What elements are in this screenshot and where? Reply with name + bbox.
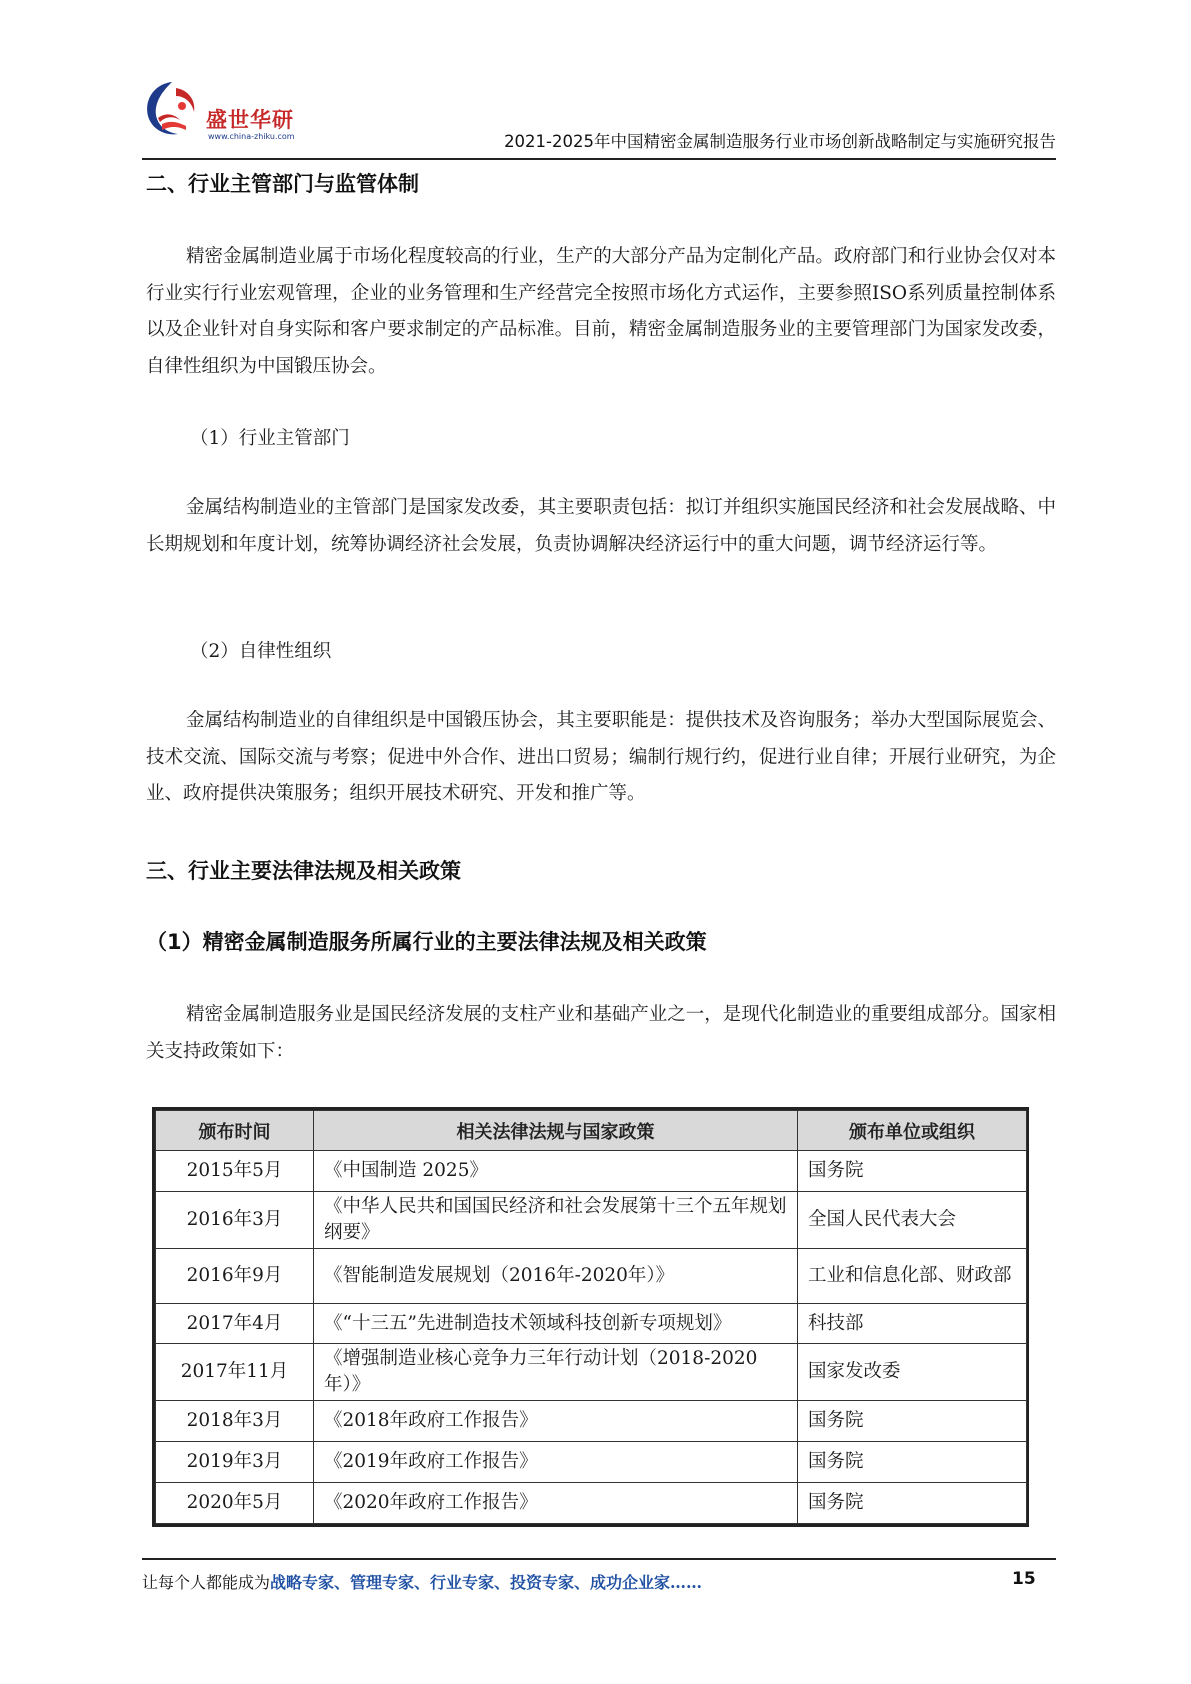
subheading-self-regulatory: （2）自律性组织: [190, 641, 332, 662]
cell-date: 2018年3月: [156, 1401, 314, 1442]
cell-org: 国务院: [798, 1442, 1027, 1483]
table-row: [156, 1442, 1027, 1483]
table-header-row: [156, 1111, 1027, 1151]
section-heading-regulatory: 二、行业主管部门与监管体制: [146, 172, 419, 196]
footer-slogan-prefix: 让每个人都能成为: [142, 1573, 271, 1592]
cell-policy: 《2019年政府工作报告》: [314, 1442, 798, 1483]
cell-policy: 《中国制造 2025》: [314, 1151, 798, 1192]
table-row: [156, 1401, 1027, 1442]
subheading-laws-policies: （1）精密金属制造服务所属行业的主要法律法规及相关政策: [146, 930, 707, 954]
page-number: 15: [1012, 1569, 1036, 1589]
paragraph-authority: 金属结构制造业的主管部门是国家发改委，其主要职责包括：拟订并组织实施国民经济和社会发展战略、中长期规划和年度计划，统筹协调经济社会发展，负责协调解决经济运行中的重大问题，调节经济运行等。: [146, 497, 1056, 555]
cell-date: 2016年3月: [156, 1192, 314, 1249]
cell-date: 2019年3月: [156, 1442, 314, 1483]
logo-emblem-icon: [142, 78, 204, 140]
cell-org: 工业和信息化部、财政部: [798, 1249, 1027, 1304]
logo-url: www.china-zhiku.com: [208, 132, 295, 141]
cell-org: 国务院: [798, 1151, 1027, 1192]
cell-date: 2016年9月: [156, 1249, 314, 1304]
paragraph-self-regulatory: 金属结构制造业的自律组织是中国锻压协会，其主要职能是：提供技术及咨询服务；举办大型国际展览会、技术交流、国际交流与考察；促进中外合作、进出口贸易；编制行规行约，促进行业自律；开展行业研究，为企业、政府提供决策服务；组织开展技术研究、开发和推广等。: [146, 710, 1056, 804]
cell-org: 国务院: [798, 1401, 1027, 1442]
table-row: [156, 1344, 1027, 1401]
table-row: [156, 1483, 1027, 1524]
table-row: [156, 1151, 1027, 1192]
footer-slogan: [142, 1570, 702, 1593]
column-header-date: 颁布时间: [156, 1111, 314, 1151]
paragraph-policies-intro: 精密金属制造服务业是国民经济发展的支柱产业和基础产业之一，是现代化制造业的重要组成部分。国家相关支持政策如下：: [146, 1004, 1056, 1062]
policy-table: [152, 1107, 1029, 1527]
cell-policy: 《增强制造业核心竞争力三年行动计划（2018-2020年）》: [314, 1344, 798, 1401]
table-row: [156, 1249, 1027, 1304]
logo-name: 盛世华研: [206, 108, 294, 132]
column-header-policy: 相关法律法规与国家政策: [314, 1111, 798, 1151]
subheading-authority: （1）行业主管部门: [190, 428, 350, 449]
cell-policy: 《智能制造发展规划（2016年-2020年）》: [314, 1249, 798, 1304]
header-divider: [142, 158, 1056, 160]
cell-policy: 《2020年政府工作报告》: [314, 1483, 798, 1524]
cell-date: 2017年11月: [156, 1344, 314, 1401]
footer-divider: [142, 1558, 1056, 1560]
cell-policy: 《2018年政府工作报告》: [314, 1401, 798, 1442]
report-title: 2021-2025年中国精密金属制造服务行业市场创新战略制定与实施研究报告: [504, 132, 1056, 151]
paragraph-intro: 精密金属制造业属于市场化程度较高的行业，生产的大部分产品为定制化产品。政府部门和行业协会仅对本行业实行行业宏观管理，企业的业务管理和生产经营完全按照市场化方式运作，主要参照ISO系列质量控制体系以及企业针对自身实际和客户要求制定的产品标准。目前，精密金属制造服务业的主要管理部门为国家发改委，自律性组织为中国锻压协会。: [146, 246, 1056, 377]
cell-org: 国家发改委: [798, 1344, 1027, 1401]
cell-policy: 《“十三五”先进制造技术领域科技创新专项规划》: [314, 1304, 798, 1344]
cell-date: 2017年4月: [156, 1304, 314, 1344]
cell-policy: 《中华人民共和国国民经济和社会发展第十三个五年规划纲要》: [314, 1192, 798, 1249]
table-row: [156, 1304, 1027, 1344]
footer-slogan-highlight: 战略专家、管理专家、行业专家、投资专家、成功企业家……: [270, 1573, 703, 1592]
cell-date: 2015年5月: [156, 1151, 314, 1192]
cell-org: 全国人民代表大会: [798, 1192, 1027, 1249]
section-heading-laws: 三、行业主要法律法规及相关政策: [146, 859, 461, 883]
cell-org: 国务院: [798, 1483, 1027, 1524]
cell-org: 科技部: [798, 1304, 1027, 1344]
column-header-org: 颁布单位或组织: [798, 1111, 1027, 1151]
cell-date: 2020年5月: [156, 1483, 314, 1524]
company-logo: [142, 78, 312, 148]
table-row: [156, 1192, 1027, 1249]
